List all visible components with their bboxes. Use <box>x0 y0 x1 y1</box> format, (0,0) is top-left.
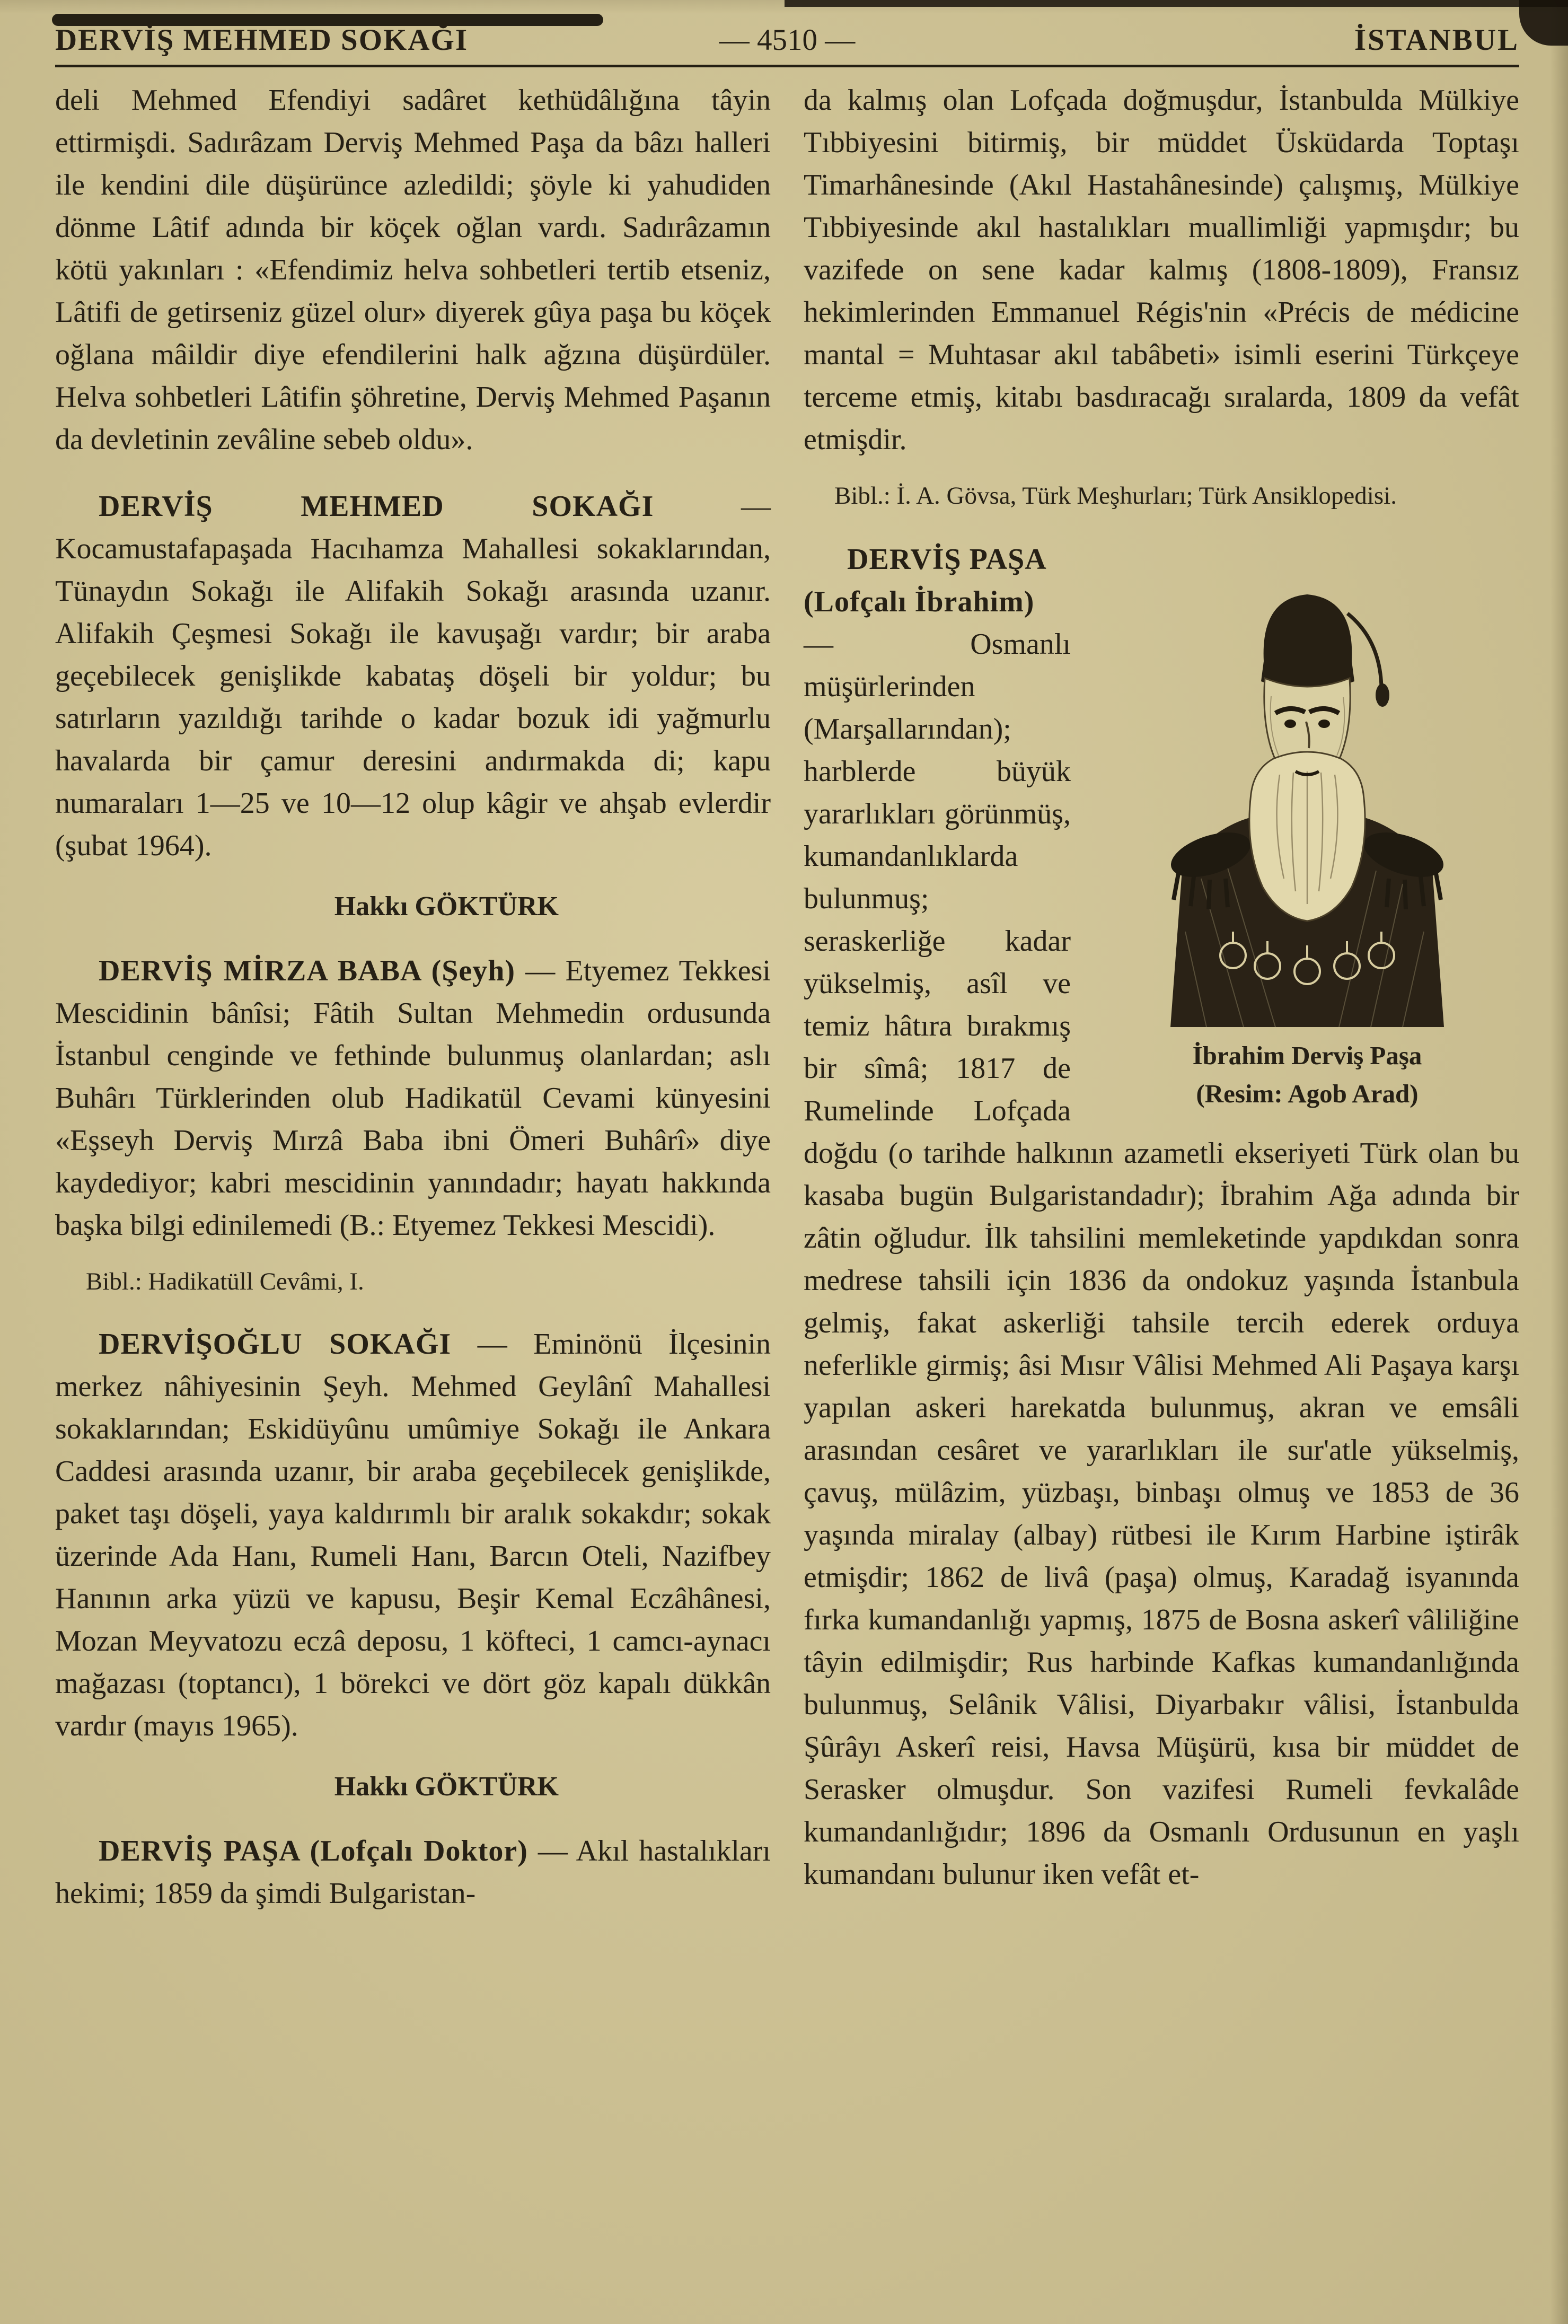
right-column <box>804 79 1519 1915</box>
text-columns <box>55 79 1519 1915</box>
bibliography-note: Bibl.: İ. A. Gövsa, Türk Meşhurları; Türk Ansiklopedisi. <box>834 482 1397 510</box>
article-dervis-pasa-doktor <box>55 1830 771 1915</box>
paragraph-continuation-left: deli Mehmed Efendiyi sadâret kethüdâlığına tâyin ettirmişdi. Sadırâzam Derviş Mehmed Paşa da bâzı halleri ile kendini dile düşürünce azledildi; şöyle ki yahudiden dönme Lâtif adında bir köçek oğlan vardı. Sadırâzamın kötü yakınları : «Efendimiz helva sohbetleri tertib etseniz, Lâtifi de getirseniz güzel olur» diyerek gûya paşa bu köçek oğlana mâildir diye efendilerini halk ağzına düşürdüler. Helva sohbetleri Lâtifin şöhretine, Derviş Mehmed Paşanın da devletinin zevâline sebeb oldu». <box>55 84 771 456</box>
portrait-caption-name: İbrahim Derviş Paşa <box>1192 1041 1422 1070</box>
left-column <box>55 79 771 1915</box>
article-title: DERVİŞ MİRZA BABA (Şeyh) <box>99 954 516 987</box>
article-body: — Eminönü İlçesinin merkez nâhiyesinin Şeyh. Mehmed Geylânî Mahallesi sokaklarından; Eskidüyûnu umûmiye Sokağı ile Ankara Caddesi arasında uzanır, bir araba geçebilecek genişlikde, paket taşı döşeli, yaya kaldırımlı bir aralık sokakdır; sokak üzerinde Ada Hanı, Rumeli Hanı, Barcın Oteli, Nazifbey Hanının arka yüzü ve kapusu, Beşir Kemal Eczâhânesi, Mozan Meyvatozu eczâ deposu, 1 köfteci, 1 camcı-aynacı mağazası (toptancı), 1 börekci ve dört göz kapalı dükkân vardır (mayıs 1965). <box>55 1328 771 1742</box>
author-signature: Hakkı GÖKTÜRK <box>334 1771 559 1802</box>
article-body: — Etyemez Tekkesi Mescidinin bânîsi; Fâtih Sultan Mehmedin ordusunda İstanbul cenginde ve fethinde bulunmuş olanlardan; aslı Buhârı Türklerinden olub Hadikatül Cevami künyesini «Eşseyh Derviş Mırzâ Baba ibni Ömeri Buhârî» diye kaydediyor; kabri mescidinin yanındadır; hayatı hakkında başka bilgi edinilemedi (B.: Etyemez Tekkesi Mescidi). <box>55 954 771 1242</box>
paragraph-continuation-right: da kalmış olan Lofçada doğmuşdur, İstanbulda Mülkiye Tıbbiyesini bitirmiş, bir müddet Üsküdarda Toptaşı Timarhânesinde (Akıl Hastahânesinde) çalışmış, Mülkiye Tıbbiyesinde akıl hastalıkları muallimliği yapmışdır; bu vazifede on sene kadar kalmış (1808-1809), Fransız hekimlerinden Emmanuel Régis'nin «Précis de médicine mantal = Muhtasar akıl tabâbeti» isimli eserini Türkçeye terceme etmiş, kitabı basdıracağı sıralarda, 1809 da vefât etmişdir. <box>804 84 1519 456</box>
ibrahim-dervis-pasa-portrait-image <box>1153 560 1461 1027</box>
article-dervis-pasa-ibrahim <box>804 538 1519 1896</box>
article-title: DERVİŞ PAŞA (Lofçalı Doktor) <box>99 1835 528 1867</box>
bibliography-note: Bibl.: Hadikatüll Cevâmi, I. <box>86 1268 364 1295</box>
header-rule <box>55 65 1519 67</box>
author-signature: Hakkı GÖKTÜRK <box>334 891 559 922</box>
article-title-line2: (Lofçalı İbrahim) <box>804 585 1035 618</box>
running-head-volume: İSTANBUL <box>1354 23 1520 57</box>
article-body: — Kocamustafapaşada Hacıhamza Mahallesi sokaklarından, Tünaydın Sokağı ile Alifakih Sokağı arasında uzanır. Alifakih Çeşmesi Sokağı ile kavuşağı vardır; bir araba geçebilecek genişlikde kabataş döşeli bir yoldur; bu satırların yazıldığı tarihde o kadar bozuk idi yağmurlu havalarda bir çamur deresini andırmakda di; kapu numaraları 1—25 ve 10—12 olup kâgir ve ahşab evlerdir (şubat 1964). <box>55 490 771 862</box>
portrait-caption-credit: (Resim: Agob Arad) <box>1196 1079 1419 1108</box>
article-title: DERVİŞOĞLU SOKAĞI <box>99 1328 452 1361</box>
page-number: — 4510 — <box>719 23 856 57</box>
page-header <box>55 23 1519 57</box>
article-title: DERVİŞ MEHMED SOKAĞI <box>99 490 654 523</box>
article-dervisoglu-sokagi <box>55 1323 771 1747</box>
article-dervis-mehmed-sokagi <box>55 485 771 867</box>
article-body: — Osmanlı müşürlerinden (Marşallarından); harblerde büyük yararlıkları görünmüş, kumandanlıklarda bulunmuş; seraskerliğe kadar yükselmiş, asîl ve temiz hâtıra bırakmış bir sîmâ; 1817 de Rumelinde Lofçada doğdu (o tarihde halkının azametli ekseriyeti Türk olan bu kasaba bugün Bulgaristandadır); İbrahim Ağa adında bir zâtin oğludur. İlk tahsilini memleketinde yapdıkdan sonra medrese tahsili için 1836 da ondokuz yaşında İstanbula gelmiş, fakat askerliği tahsile tercih ederek orduya neferlikle girmiş; âsi Mısır Vâlisi Mehmed Ali Paşaya karşı yapılan askeri harekatda bulunmuş, akran ve emsâli arasından cesâret ve yararlıkları ile sur'atle yükselmiş, çavuş, mülâzim, yüzbaşı, binbaşı olmuş ve 1853 de 36 yaşında miralay (albay) rütbesi ile Kırım Harbine iştirâk etmişdir; 1862 de livâ (paşa) olmuş, Karadağ isyanında fırka kumandanlığı yapmış, 1875 de Bosna askerî vâliliğine tâyin edilmişdir; Rus harbinde Kafkas kumandanlığında bulunmuş, Selânik Vâlisi, Diyarbakır vâlisi, İstanbulda Şûrâyı Askerî reisi, Havsa Müşürü, kısa bir müddet de Serasker olmuşdur. Son vazifesi Rumeli fevkalâde kumandanlığıdır; 1896 da Osmanlı Ordusunun en yaşlı kumandanı bulunur iken vefât et- <box>804 628 1519 1891</box>
running-head-article: DERVİŞ MEHMED SOKAĞI <box>55 23 469 57</box>
portrait-figure <box>1095 560 1519 1113</box>
article-dervis-mirza-baba <box>55 950 771 1247</box>
article-title-line1: DERVİŞ PAŞA <box>847 543 1047 576</box>
article-body: — Akıl hastalıkları hekimi; 1859 da şimdi Bulgaristan- <box>55 1835 771 1910</box>
